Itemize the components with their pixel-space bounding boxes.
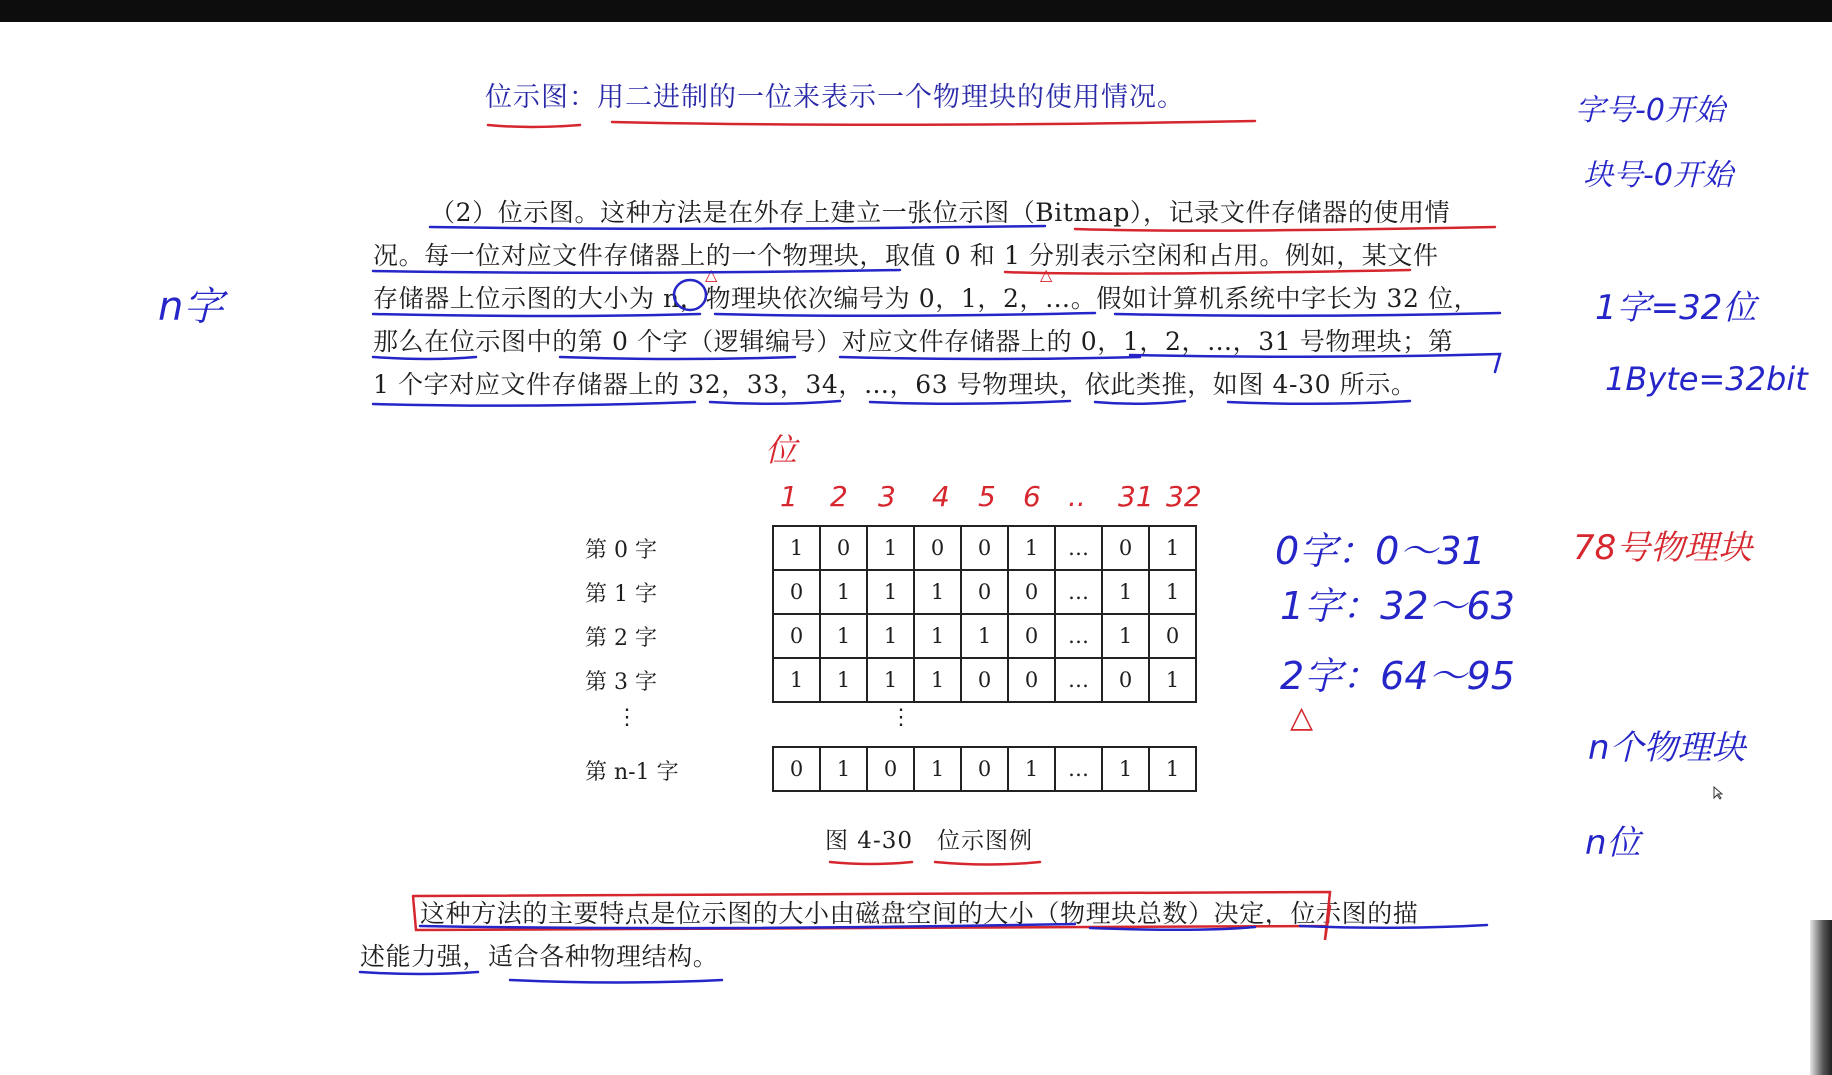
bit-cell: 0 bbox=[961, 747, 1008, 791]
bit-cell: 0 bbox=[914, 526, 961, 570]
ellipsis-vertical: ⋮ bbox=[616, 705, 638, 730]
bit-number: 1 bbox=[780, 480, 798, 513]
bit-cell: 1 bbox=[1102, 614, 1149, 658]
note-n-bits: n位 bbox=[1585, 823, 1641, 863]
note-word-number-start: 字号-0开始 bbox=[1575, 93, 1725, 128]
row-label-word-2: 第 2 字 bbox=[585, 626, 657, 651]
bit-cell: … bbox=[1055, 570, 1102, 614]
note-block-78: 78号物理块 bbox=[1573, 528, 1753, 568]
bit-cell: 0 bbox=[773, 747, 820, 791]
bit-cell: 0 bbox=[1149, 614, 1196, 658]
webcam-overlay-edge bbox=[1810, 920, 1832, 1075]
bit-cell: 1 bbox=[867, 570, 914, 614]
bit-cell: 1 bbox=[867, 614, 914, 658]
bit-cell: 1 bbox=[820, 614, 867, 658]
bit-cell: 1 bbox=[1102, 570, 1149, 614]
bit-cell: 0 bbox=[773, 614, 820, 658]
note-word-32-bits: 1字=32位 bbox=[1595, 288, 1757, 328]
bit-cell: 0 bbox=[1102, 658, 1149, 702]
bit-cell: 0 bbox=[773, 570, 820, 614]
handwritten-small-mark: △ bbox=[705, 265, 718, 284]
bit-number: 2 bbox=[830, 480, 848, 513]
bit-number: 4 bbox=[932, 480, 950, 513]
word-range-note: 0字：0～31 bbox=[1275, 529, 1486, 573]
bit-cell: … bbox=[1055, 747, 1102, 791]
word-range-note: 1字：32～63 bbox=[1280, 584, 1515, 628]
row-label-word-n-1: 第 n-1 字 bbox=[585, 760, 679, 785]
red-underlines bbox=[413, 121, 1495, 940]
bit-cell: 1 bbox=[1008, 747, 1055, 791]
bit-cell: 0 bbox=[1008, 570, 1055, 614]
bit-cell: 1 bbox=[820, 658, 867, 702]
handwritten-bit-label: 位 bbox=[765, 431, 798, 469]
bit-cell: 1 bbox=[867, 658, 914, 702]
paragraph-line: 这种方法的主要特点是位示图的大小由磁盘空间的大小（物理块总数）决定，位示图的描 bbox=[420, 899, 1419, 928]
mouse-cursor-icon bbox=[1713, 786, 1723, 800]
bit-number: 3 bbox=[878, 480, 896, 513]
bit-cell: 1 bbox=[914, 747, 961, 791]
bit-cell: 0 bbox=[961, 526, 1008, 570]
bit-cell: 1 bbox=[820, 570, 867, 614]
bit-cell: 0 bbox=[961, 658, 1008, 702]
word-range-note: 2字：64～95 bbox=[1280, 654, 1515, 698]
paragraph-line: （2）位示图。这种方法是在外存上建立一张位示图（Bitmap），记录文件存储器的使用情 bbox=[430, 198, 1451, 227]
row-label-word-3: 第 3 字 bbox=[585, 670, 657, 695]
bit-cell: 0 bbox=[1102, 526, 1149, 570]
paragraph-line: 存储器上位示图的大小为 n，物理块依次编号为 0，1，2，…。假如计算机系统中字长为 32 位， bbox=[373, 284, 1480, 313]
bit-cell: 1 bbox=[1149, 658, 1196, 702]
bit-cell: 0 bbox=[867, 747, 914, 791]
bit-number: .. bbox=[1068, 480, 1086, 513]
bit-cell: 1 bbox=[914, 570, 961, 614]
paragraph-line: 述能力强，适合各种物理结构。 bbox=[360, 942, 719, 971]
bit-cell: 0 bbox=[820, 526, 867, 570]
bit-cell: 1 bbox=[1149, 526, 1196, 570]
bit-cell: … bbox=[1055, 526, 1102, 570]
bit-cell: 1 bbox=[914, 658, 961, 702]
bit-cell: 1 bbox=[1102, 747, 1149, 791]
bit-number: 31 bbox=[1118, 480, 1154, 513]
note-block-number-start: 块号-0开始 bbox=[1583, 158, 1733, 193]
bit-cell: 1 bbox=[867, 526, 914, 570]
bit-cell: 1 bbox=[773, 658, 820, 702]
paragraph-line: 那么在位示图中的第 0 个字（逻辑编号）对应文件存储器上的 0，1，2，…，31 号物理块；第 bbox=[373, 327, 1454, 356]
bit-cell: 1 bbox=[1149, 570, 1196, 614]
blue-underlines bbox=[360, 226, 1500, 983]
bit-cell: 0 bbox=[1008, 658, 1055, 702]
row-label-word-0: 第 0 字 bbox=[585, 538, 657, 563]
bit-number: 32 bbox=[1166, 480, 1202, 513]
bit-cell: 0 bbox=[961, 570, 1008, 614]
note-byte-bits: 1Byte=32bit bbox=[1605, 360, 1808, 398]
paragraph-line: 况。每一位对应文件存储器上的一个物理块，取值 0 和 1 分别表示空闲和占用。例如，某文件 bbox=[373, 241, 1439, 270]
page-title: 位示图：用二进制的一位来表示一个物理块的使用情况。 bbox=[485, 82, 1185, 113]
bit-cell: 1 bbox=[1008, 526, 1055, 570]
bit-number: 5 bbox=[978, 480, 996, 513]
bit-cell: 1 bbox=[773, 526, 820, 570]
handwritten-n-words: n字 bbox=[158, 284, 224, 330]
bit-cell: 0 bbox=[1008, 614, 1055, 658]
bit-cell: … bbox=[1055, 658, 1102, 702]
bit-cell: 1 bbox=[1149, 747, 1196, 791]
note-n-blocks: n个物理块 bbox=[1588, 728, 1746, 768]
bit-cell: 1 bbox=[914, 614, 961, 658]
bit-cell: 1 bbox=[820, 747, 867, 791]
bit-number: 6 bbox=[1023, 480, 1041, 513]
row-label-word-1: 第 1 字 bbox=[585, 582, 657, 607]
bit-cell: … bbox=[1055, 614, 1102, 658]
paragraph-line: 1 个字对应文件存储器上的 32，33，34，…，63 号物理块，依此类推，如图 4-30 所示。 bbox=[373, 370, 1417, 399]
ellipsis-vertical: ⋮ bbox=[890, 705, 912, 730]
handwritten-triangle: △ bbox=[1290, 700, 1314, 735]
handwritten-small-mark: △ bbox=[1040, 265, 1053, 284]
bit-cell: 1 bbox=[961, 614, 1008, 658]
figure-caption: 图 4-30 位示图例 bbox=[825, 828, 1033, 854]
